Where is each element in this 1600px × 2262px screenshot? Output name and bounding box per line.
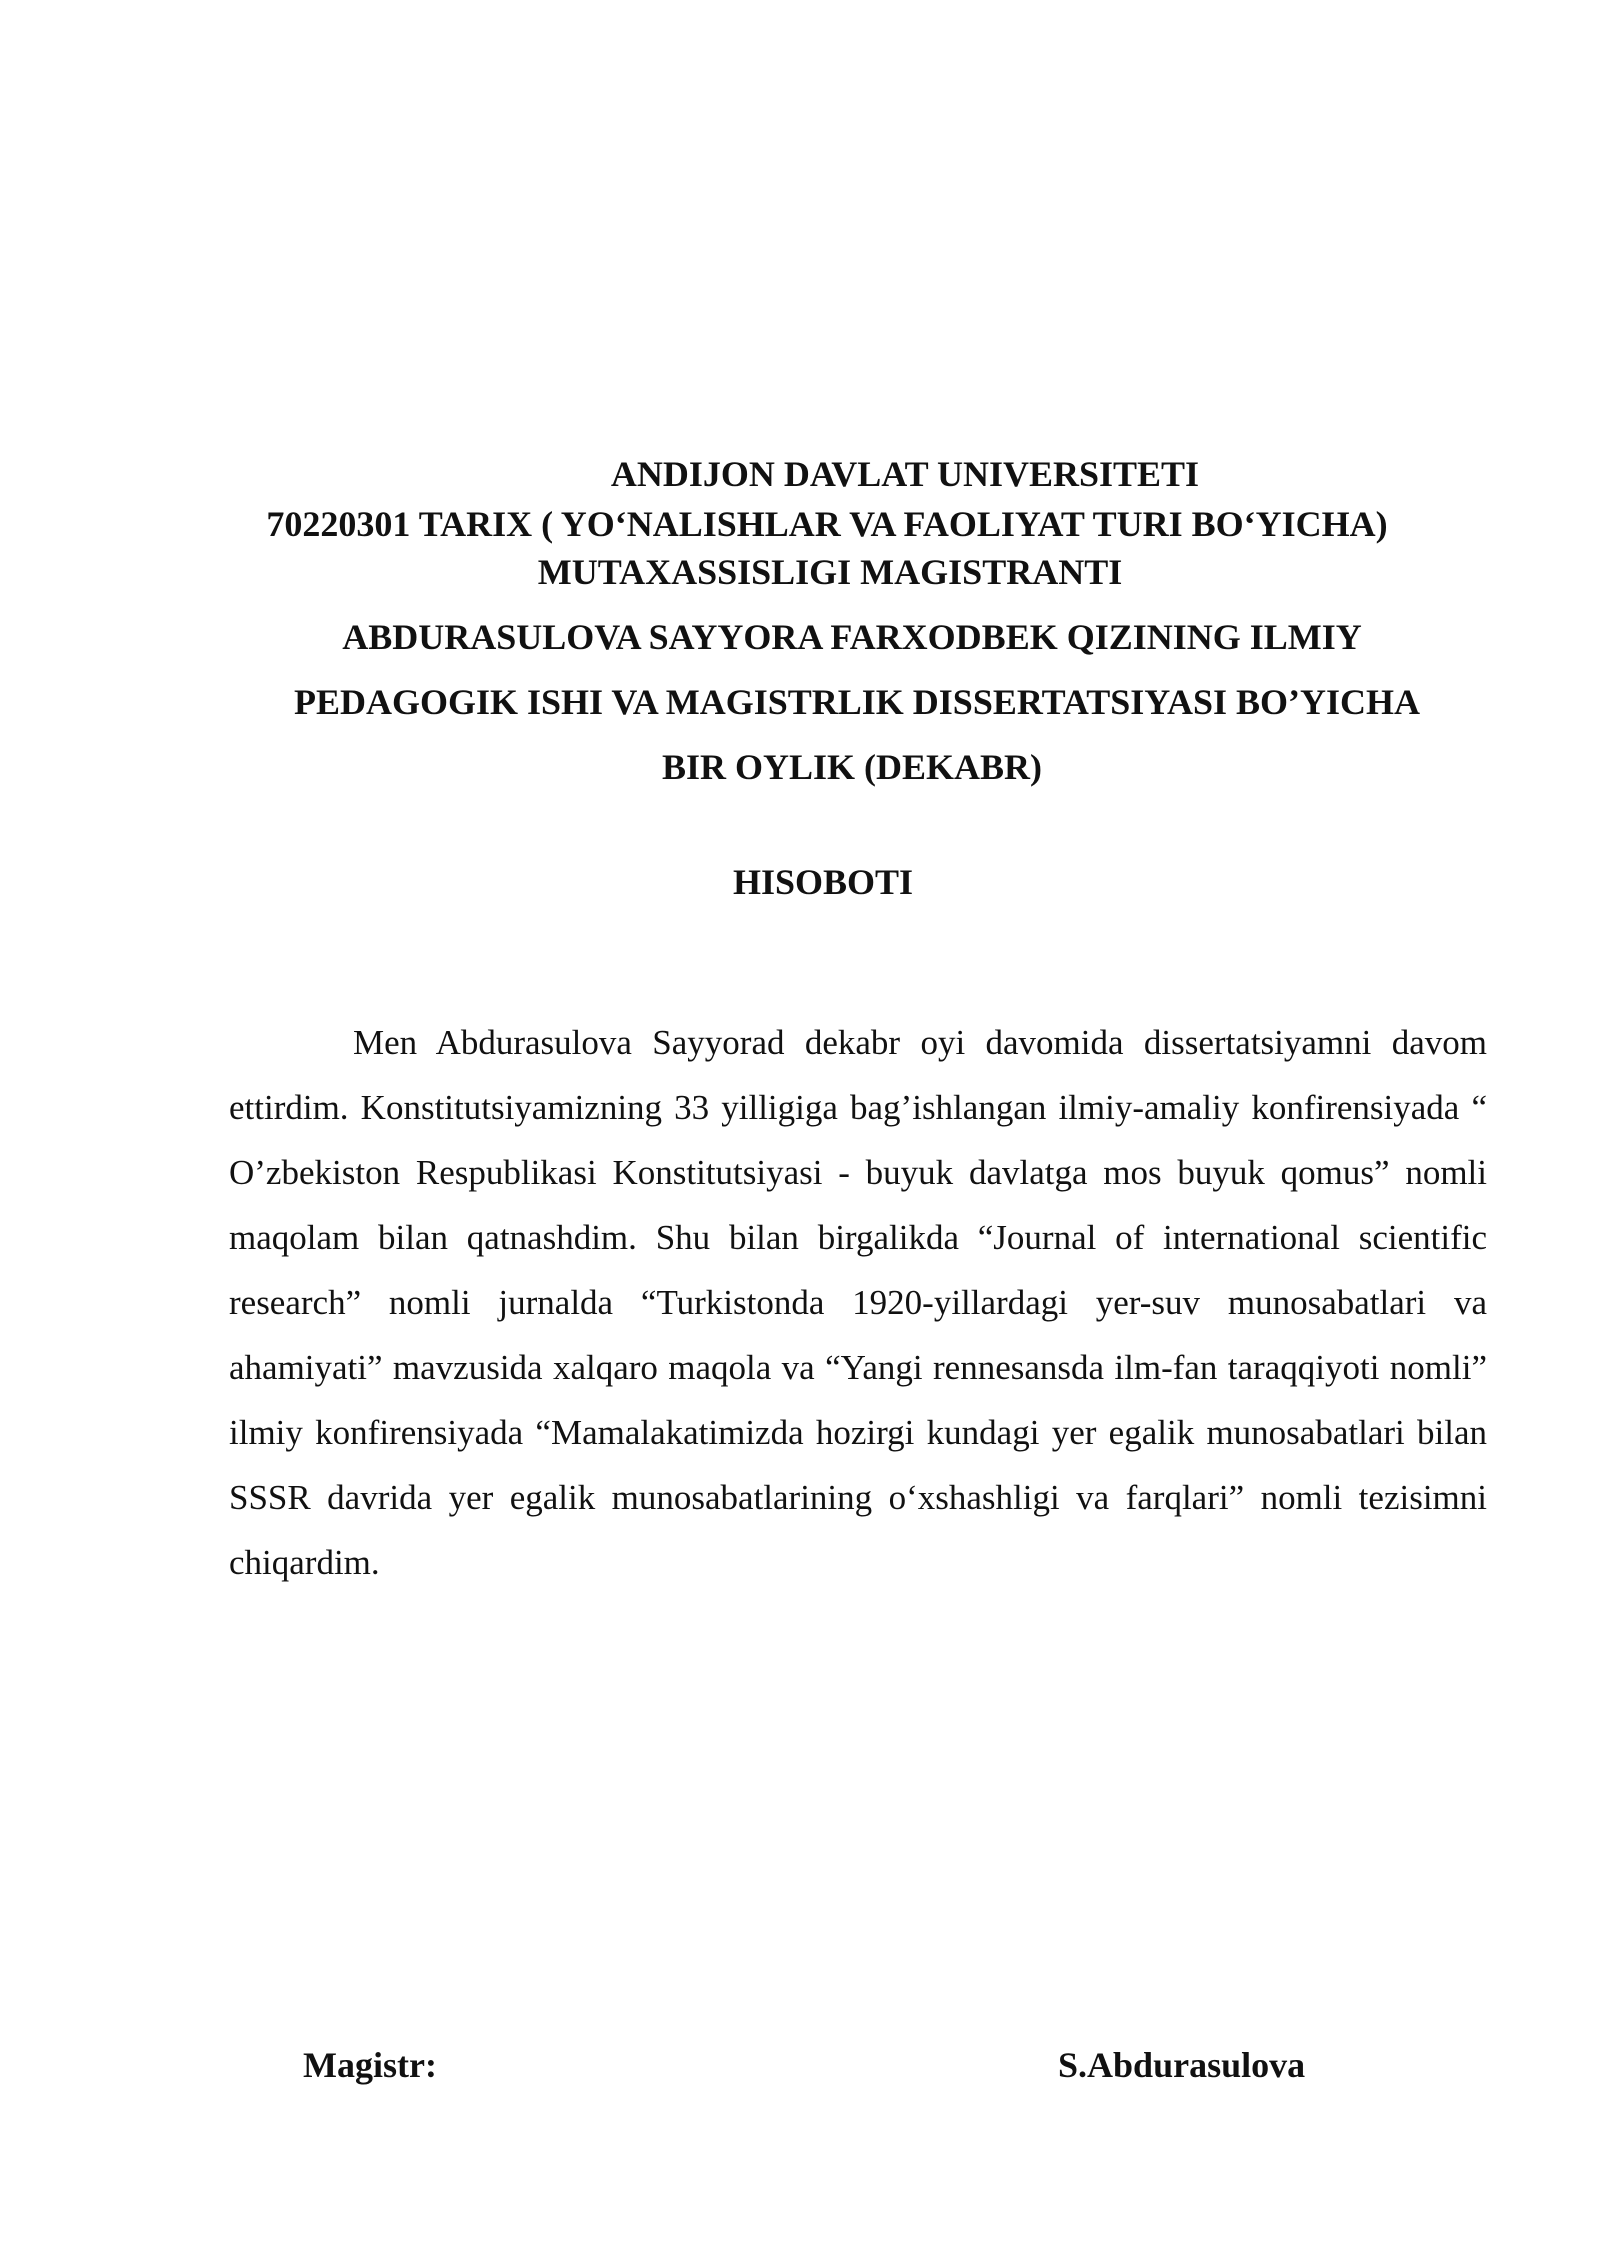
heading-period: BIR OYLIK (DEKABR) [661,747,1043,787]
report-body-paragraph: Men Abdurasulova Sayyorad dekabr oyi davomida dissertatsiyamni davom ettirdim. Konstitutsiyamizning 33 yilligiga bag’ishlangan ilmiy-amaliy konfirensiyada “ O’zbekiston Respublikasi Konstitutsiyasi - buyuk davlatga mos buyuk qomus” nomli maqolam bilan qatnashdim. Shu bilan birgalikda “Journal of international scientific research” nomli jurnalda “Turkistonda 1920-yillardagi yer-suv munosabatlari va ahamiyati” mavzusida xalqaro maqola va “Yangi rennesansda ilm-fan taraqqiyoti nomli” ilmiy konfirensiyada “Mamalakatimizda hozirgi kundagi yer egalik munosabatlari bilan SSSR davrida yer egalik munosabatlarining o‘xshashligi va farqlari” nomli tezisimni chiqardim. [229,1023,1487,1582]
heading-work-subject: PEDAGOGIK ISHI VA MAGISTRLIK DISSERTATSIYASI BO’YICHA [293,682,1421,722]
signature-name: S.Abdurasulova [1058,2045,1306,2085]
heading-university: ANDIJON DAVLAT UNIVERSITETI [610,454,1200,494]
heading-student-name: ABDURASULOVA SAYYORA FARXODBEK QIZINING ILMIY [342,617,1362,657]
report-title: HISOBOTI [732,862,914,902]
heading-specialty: 70220301 TARIX ( YO‘NALISHLAR VA FAOLIYAT TURI BO‘YICHA) [266,504,1388,544]
heading-master-student: MUTAXASSISLIGI MAGISTRANTI [537,552,1123,592]
signature-label: Magistr: [303,2045,437,2085]
